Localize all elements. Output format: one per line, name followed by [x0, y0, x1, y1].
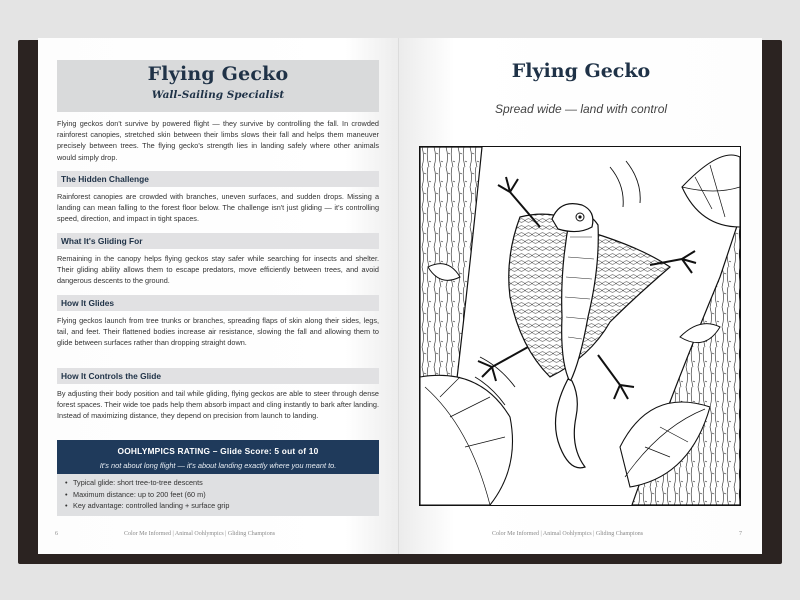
illustration-caption: Spread wide — land with control: [494, 102, 668, 116]
page-number-left: 6: [55, 531, 58, 537]
section-body-how-it-glides: Flying geckos launch from tree trunks or branches, spreading flaps of skin along their sides, legs, tail, and feet. Their flattened bodies increase air resistance, slowing the fall and allowing them to glide between surfaces rather than dropping straight down.: [57, 316, 379, 348]
rating-tagline: It's not about long flight — it's about landing exactly where you meant to.: [99, 461, 337, 470]
page-title: Flying Gecko: [147, 63, 289, 85]
title-banner: [57, 60, 379, 112]
rating-banner: [57, 440, 379, 474]
rating-bullet: • Maximum distance: up to 200 feet (60 m): [73, 489, 379, 501]
section-heading-how-it-glides: How It Glides: [57, 295, 379, 311]
rating-title: OOHLYMPICS RATING – Glide Score: 5 out of 10: [117, 446, 319, 456]
rating-bullet: • Key advantage: controlled landing + surface grip: [73, 500, 379, 512]
section-body-hidden-challenge: Rainforest canopies are crowded with branches, uneven surfaces, and sudden drops. Missing a landing can mean falling to the forest floor below. The challenge isn't just gliding — it's controlling speed, direction, and impact in tight spaces.: [57, 192, 379, 224]
intro-paragraph: Flying geckos don't survive by powered flight — they survive by controlling the fall. In crowded rainforest canopies, stretched skin between their limbs slows their fall and helps them maneuver precisely between trees. The flying gecko's strength lies in landing safely where other animals would simply drop.: [57, 119, 379, 162]
page-number-right: 7: [739, 531, 742, 537]
gecko-illustration: [419, 146, 741, 506]
page-subtitle: Wall-Sailing Specialist: [151, 89, 285, 101]
right-page: [400, 38, 762, 554]
footer-left: Color Me Informed | Animal Oohlympics | Gliding Champions: [124, 531, 276, 537]
rating-bullet: • Typical glide: short tree-to-tree descents: [73, 477, 379, 489]
section-heading-controls-glide: How It Controls the Glide: [57, 368, 379, 384]
section-heading-gliding-for: What It's Gliding For: [57, 233, 379, 249]
flying-gecko-drawing: [420, 147, 740, 505]
section-body-gliding-for: Remaining in the canopy helps flying geckos stay safer while searching for insects and shelter. Their gliding ability allows them to escape predators, move efficiently between trees, and avoid dangerous descents to the ground.: [57, 254, 379, 286]
section-heading-hidden-challenge: The Hidden Challenge: [57, 171, 379, 187]
rating-details: [57, 474, 379, 516]
footer-right: Color Me Informed | Animal Oohlympics | Gliding Champions: [492, 531, 644, 537]
section-body-controls-glide: By adjusting their body position and tail while gliding, flying geckos are able to steer through dense forest spaces. Their wide toe pads help them absorb impact and cling instantly to bark after landing. Instead of maximizing distance, they depend on precision from launch to landing.: [57, 389, 379, 421]
illustration-title: Flying Gecko: [511, 60, 651, 82]
left-page: [38, 38, 400, 554]
